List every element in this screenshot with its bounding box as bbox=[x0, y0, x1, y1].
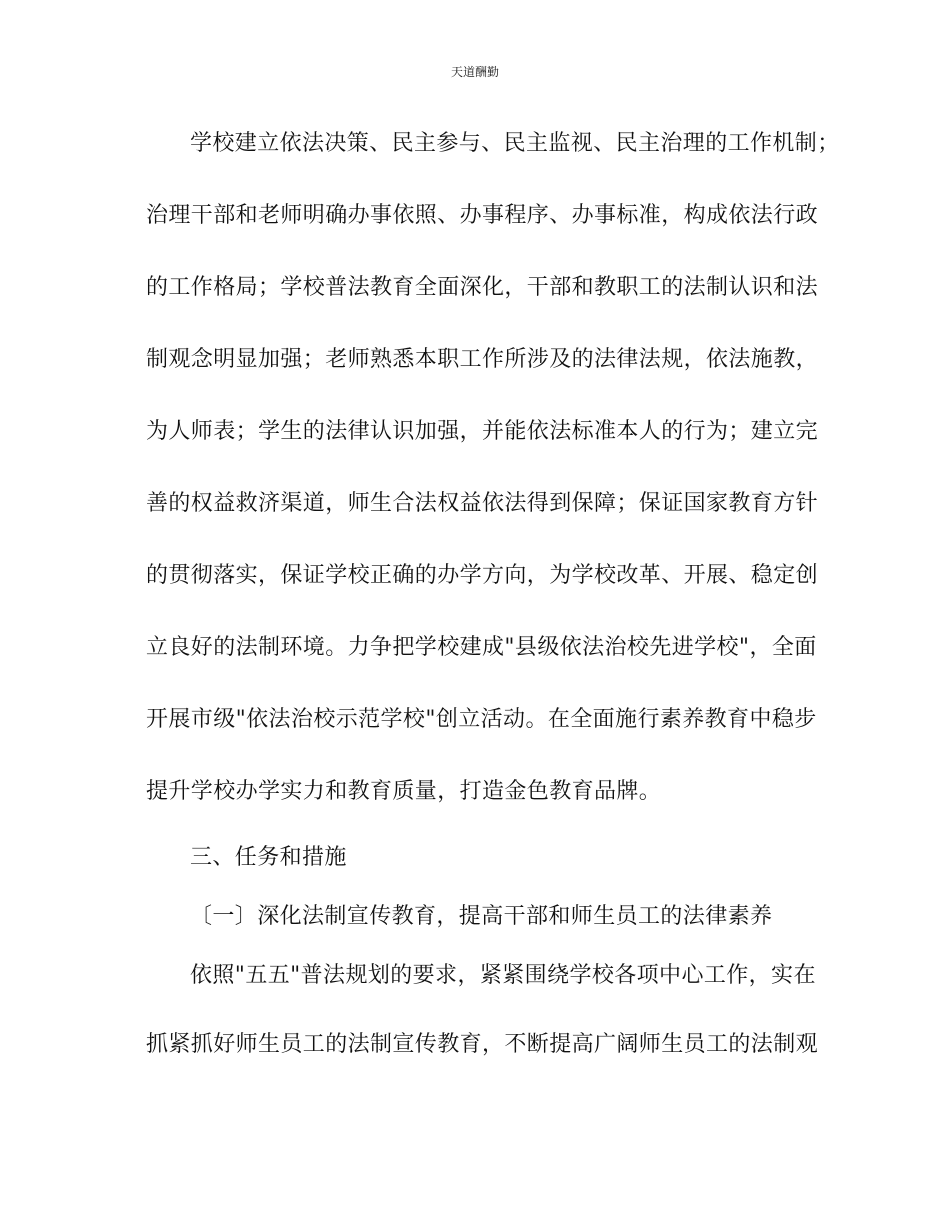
section-heading: 三、任务和措施 bbox=[190, 845, 347, 870]
paragraph-line: 为人师表；学生的法律认识加强，并能依法标准本人的行为；建立完 bbox=[146, 419, 819, 444]
paragraph-line: 制观念明显加强；老师熟悉本职工作所涉及的法律法规，依法施教， bbox=[146, 347, 819, 372]
paragraph-line: 学校建立依法决策、民主参与、民主监视、民主治理的工作机制； bbox=[190, 131, 840, 156]
paragraph-line: 提升学校办学实力和教育质量，打造金色教育品牌。 bbox=[146, 779, 662, 804]
paragraph-line: 的贯彻落实，保证学校正确的办学方向，为学校改革、开展、稳定创 bbox=[146, 563, 819, 588]
paragraph-line: 抓紧抓好师生员工的法制宣传教育，不断提高广阔师生员工的法制观 bbox=[146, 1032, 819, 1057]
page-header: 天道酬勤 bbox=[450, 65, 499, 79]
subsection-heading: 〔一〕深化法制宣传教育，提高干部和师生员工的法律素养 bbox=[190, 904, 773, 929]
paragraph-line: 依照"五五"普法规划的要求，紧紧围绕学校各项中心工作，实在 bbox=[190, 963, 816, 988]
paragraph-line: 开展市级"依法治校示范学校"创立活动。在全面施行素养教育中稳步 bbox=[146, 707, 817, 732]
paragraph-line: 立良好的法制环境。力争把学校建成"县级依法治校先进学校"，全面 bbox=[146, 635, 817, 660]
paragraph-line: 治理干部和老师明确办事依照、办事程序、办事标准，构成依法行政 bbox=[146, 203, 819, 228]
paragraph-line: 的工作格局；学校普法教育全面深化，干部和教职工的法制认识和法 bbox=[146, 275, 819, 300]
paragraph-line: 善的权益救济渠道，师生合法权益依法得到保障；保证国家教育方针 bbox=[146, 491, 819, 516]
